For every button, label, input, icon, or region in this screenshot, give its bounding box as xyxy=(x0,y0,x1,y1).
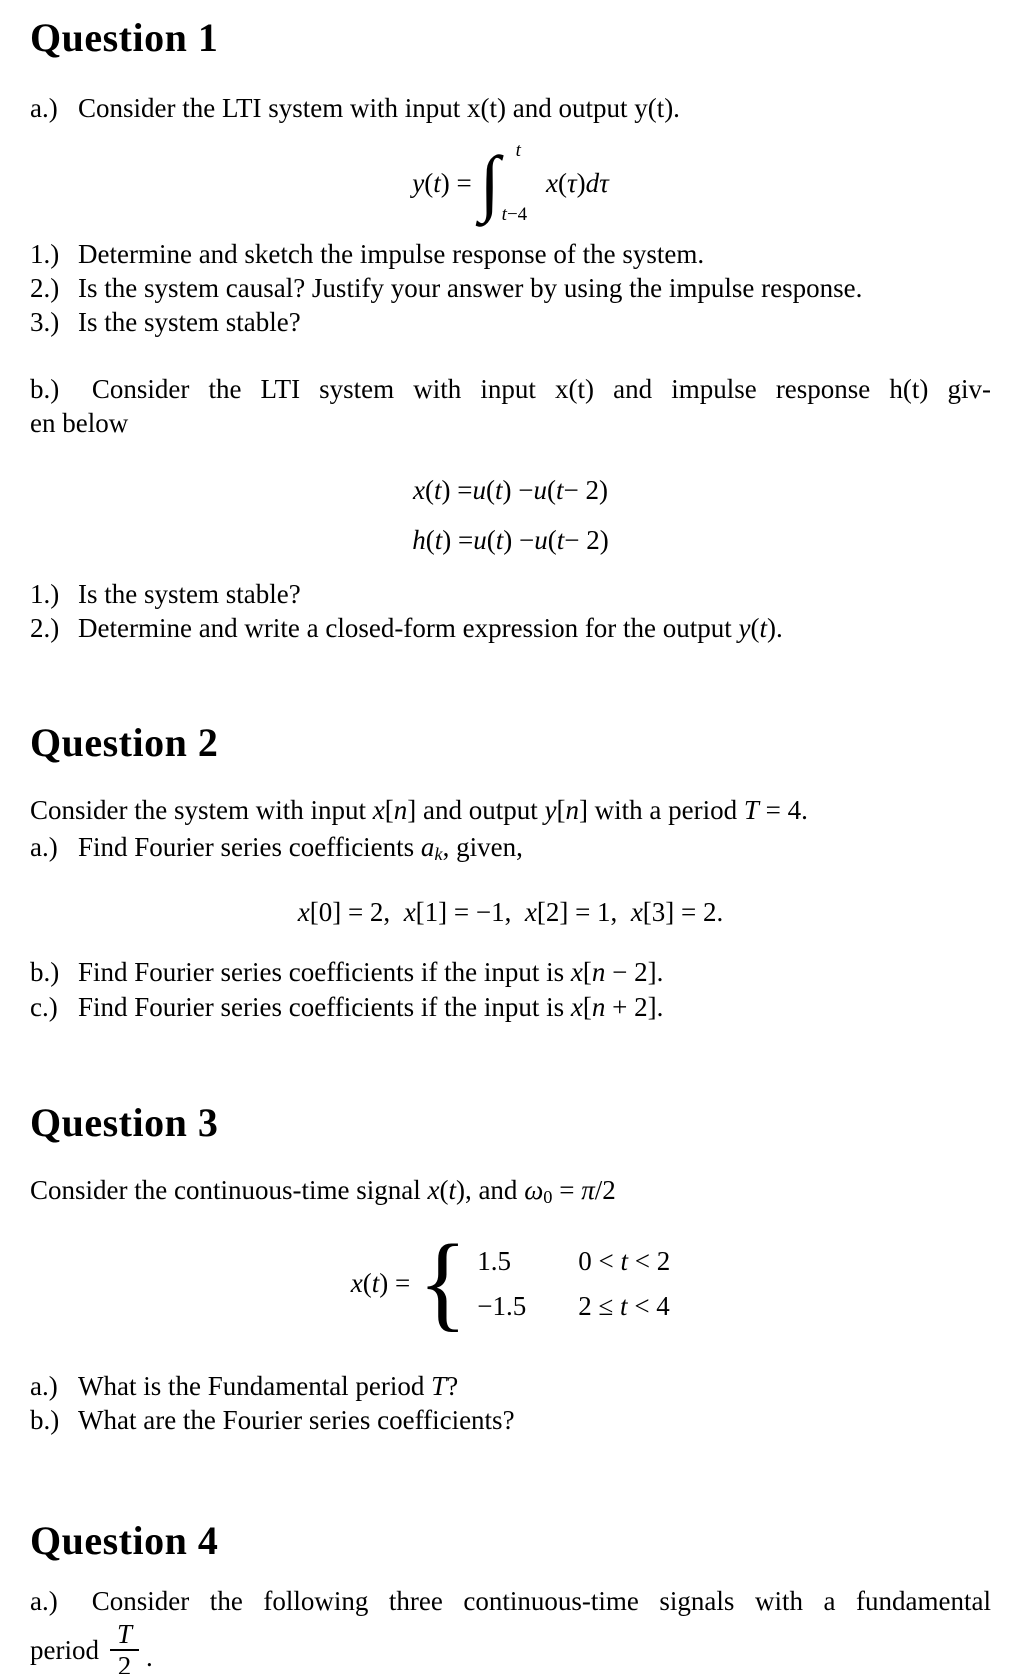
q3-title: Question 3 xyxy=(30,1100,219,1146)
q1-title: Question 1 xyxy=(30,15,219,60)
integral-upper-limit: t xyxy=(515,140,521,161)
q2-part-c xyxy=(30,990,991,1024)
piecewise-value: 1.5 xyxy=(477,1245,511,1276)
q2-part-b-label: b.) xyxy=(30,957,60,988)
list-item xyxy=(30,577,991,611)
piecewise-condition: 0 < t < 2 xyxy=(578,1245,671,1276)
q1-part-b-line2: en below xyxy=(30,408,129,438)
q2-part-b xyxy=(30,955,991,989)
sentence-period: . xyxy=(146,1641,153,1672)
list-item-label: 1.) xyxy=(30,239,60,269)
q2-part-a-label: a.) xyxy=(30,832,58,862)
q2-part-a xyxy=(30,830,991,871)
q3-part-a xyxy=(30,1369,991,1403)
q4-part-a xyxy=(30,1584,991,1618)
list-item-label: 2.) xyxy=(30,613,60,643)
q1-list-2 xyxy=(30,577,991,645)
q1-part-b xyxy=(30,372,991,440)
q1-part-a-text: Consider the LTI system with input x(t) and output y(t). xyxy=(78,93,680,123)
piecewise-rows xyxy=(477,1244,670,1323)
list-item xyxy=(30,305,991,339)
q3-part-a-text: What is the Fundamental period T? xyxy=(78,1370,459,1401)
integral-lhs: y(t) = xyxy=(412,168,472,198)
q1-equation-x: x ( t ) = u ( t ) − u ( t − 2) xyxy=(413,475,608,505)
q3-part-b xyxy=(30,1403,991,1437)
q2-equation-samples: x [0] = 2, x [1] = −1, x [2] = 1, x [3] = 2. xyxy=(297,897,724,928)
list-item-label: 3.) xyxy=(30,307,60,337)
q4-period-line xyxy=(30,1618,991,1674)
q4-part-a-line1: a.) Consider the following three continuous-time signals with a fundamental xyxy=(30,1585,991,1616)
q1-part-b-line1: b.) Consider the LTI system with input x(t) and impulse response h(t) giv- xyxy=(30,374,991,404)
q1-integral-equation xyxy=(30,140,991,225)
q1-part-a xyxy=(30,91,991,125)
piecewise-condition: 2 ≤ t < 4 xyxy=(578,1290,670,1321)
q3-intro: Consider the continuous-time signal x(t), and ω0 = π/2 xyxy=(30,1175,616,1208)
period-word: period xyxy=(30,1634,99,1665)
q3-part-a-label: a.) xyxy=(30,1370,58,1401)
q2-part-c-text: Find Fourier series coefficients if the input is x[n + 2]. xyxy=(78,992,664,1023)
list-item-text: Is the system stable? xyxy=(78,307,301,337)
piecewise-lhs: x(t) = xyxy=(350,1268,411,1299)
fraction-numerator: T xyxy=(116,1618,133,1649)
list-item xyxy=(30,271,991,305)
integral-sign-wrap xyxy=(472,140,546,225)
list-item-label: 1.) xyxy=(30,579,60,609)
q3-part-b-label: b.) xyxy=(30,1404,60,1435)
list-item-text: Is the system stable? xyxy=(78,579,301,609)
q4-title: Question 4 xyxy=(30,1517,219,1563)
q1-part-a-label: a.) xyxy=(30,93,58,123)
q2-intro: Consider the system with input x[n] and output y[n] with a period T = 4. xyxy=(30,795,808,825)
piecewise-value: −1.5 xyxy=(477,1290,527,1321)
q1-equation-h: h ( t ) = u ( t ) − u ( t − 2) xyxy=(412,525,609,555)
left-brace-icon: { xyxy=(418,1223,468,1342)
list-item xyxy=(30,237,991,271)
q2-title: Question 2 xyxy=(30,720,219,765)
q1-list-1 xyxy=(30,237,991,339)
list-item-label: 2.) xyxy=(30,273,60,303)
list-item-text: Determine and sketch the impulse response of the system. xyxy=(78,239,705,269)
list-item xyxy=(30,611,991,645)
integral-icon: ∫ xyxy=(479,142,500,224)
list-item-text: Is the system causal? Justify your answer by using the impulse response. xyxy=(78,273,863,303)
fraction-T-over-2 xyxy=(109,1619,140,1674)
integral-lower-limit: t−4 xyxy=(501,204,528,225)
q2-part-b-text: Find Fourier series coefficients if the input is x[n − 2]. xyxy=(78,957,664,988)
fraction-denominator: 2 xyxy=(110,1649,140,1674)
integral-integrand: x(τ)dτ xyxy=(545,168,609,198)
q2-part-a-text: Find Fourier series coefficients ak, given, xyxy=(78,832,523,865)
q3-piecewise-equation xyxy=(30,1223,991,1342)
list-item-text: Determine and write a closed-form expression for the output y(t). xyxy=(78,613,783,643)
q2-part-c-label: c.) xyxy=(30,992,58,1023)
q3-part-b-text: What are the Fourier series coefficients? xyxy=(78,1404,515,1435)
